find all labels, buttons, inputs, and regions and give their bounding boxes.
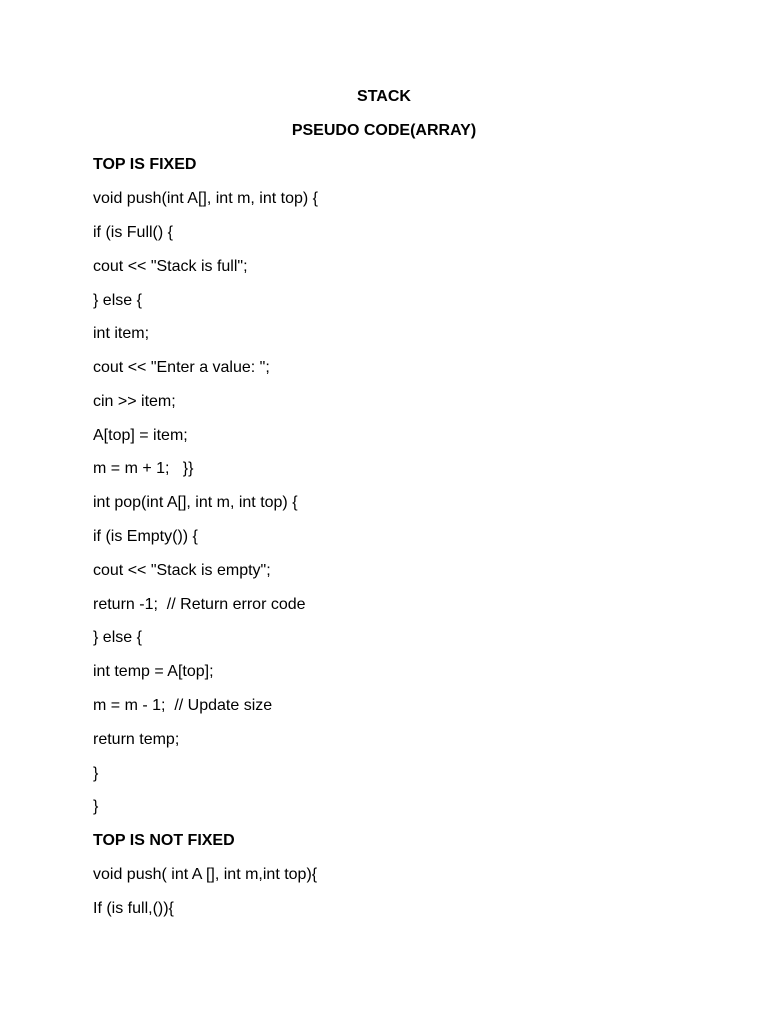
- code-line: m = m - 1; // Update size: [93, 697, 273, 714]
- section-heading-top-fixed: TOP IS FIXED: [93, 156, 197, 173]
- code-line: }: [93, 798, 99, 815]
- code-line: int temp = A[top];: [93, 663, 214, 680]
- code-line: If (is full,()){: [93, 900, 174, 917]
- code-line: }: [93, 765, 99, 782]
- code-line: if (is Full() {: [93, 224, 173, 241]
- code-line: } else {: [93, 629, 142, 646]
- code-line: return -1; // Return error code: [93, 596, 306, 613]
- code-line: m = m + 1; }}: [93, 460, 194, 477]
- code-line: cout << "Enter a value: ";: [93, 359, 270, 376]
- code-line: } else {: [93, 292, 142, 309]
- section-heading-top-not-fixed: TOP IS NOT FIXED: [93, 832, 235, 849]
- code-line: A[top] = item;: [93, 427, 188, 444]
- code-line: int item;: [93, 325, 150, 342]
- code-line: cout << "Stack is empty";: [93, 562, 271, 579]
- code-line: void push(int A[], int m, int top) {: [93, 190, 318, 207]
- code-line: cout << "Stack is full";: [93, 258, 248, 275]
- code-line: void push( int A [], int m,int top){: [93, 866, 318, 883]
- code-line: cin >> item;: [93, 393, 176, 410]
- code-line: if (is Empty()) {: [93, 528, 198, 545]
- document-subtitle: PSEUDO CODE(ARRAY): [291, 122, 477, 139]
- code-line: int pop(int A[], int m, int top) {: [93, 494, 298, 511]
- document-title: STACK: [357, 88, 411, 105]
- code-line: return temp;: [93, 731, 180, 748]
